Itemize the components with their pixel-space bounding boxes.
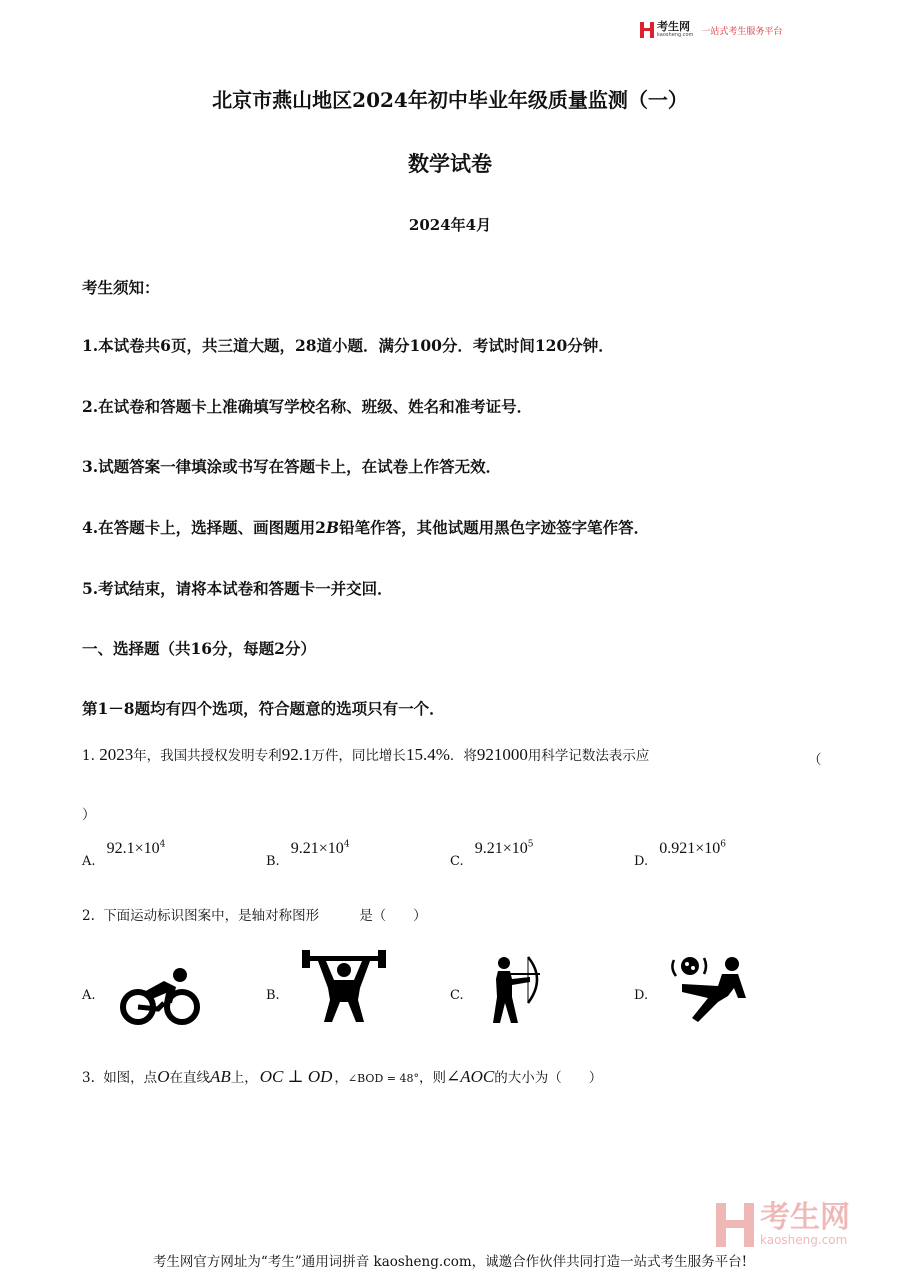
page-footer: 考生网官方网址为“考生”通用词拼音 kaosheng.com，诚邀合作伙伴共同打造一站式考生服务平台!: [152, 1254, 748, 1270]
watermark-sub: kaosheng.com: [760, 1233, 848, 1247]
cycling-icon: [118, 965, 202, 1031]
header-logo: [640, 20, 782, 40]
q1-option-c: $_{C.}$ $9.21\times 10^5$: [450, 839, 534, 869]
weightlifting-icon: [302, 948, 386, 1028]
question-3: 3. 如图，点O在直线AB上， OC ⊥ OD ，∠BOD = 48°，则∠AOC的大小为（ ）: [82, 1067, 603, 1086]
watermark: [716, 1200, 850, 1247]
q1-option-a: $_{A.}$ $92.1\times 10^4$: [82, 839, 166, 869]
question-number: 3.: [82, 1070, 95, 1086]
archery-icon: [484, 955, 548, 1029]
question-2: 2. 下面运动标识图案中，是轴对称图形 是（ ）: [82, 908, 427, 924]
exam-date: 2024年4月: [408, 216, 492, 234]
kaosheng-logo-icon: [640, 22, 654, 38]
q1-option-b: $_{B.}$ $9.21\times 10^4$: [266, 839, 350, 869]
q2-option-c-label: C.: [450, 988, 464, 1003]
q1-option-d: $_{D.}$ $0.921\times 10^6$: [634, 839, 726, 869]
question-number: 2.: [82, 908, 95, 924]
logo-slogan: 一站式考生服务平台: [701, 26, 783, 37]
question-number: 1.: [82, 748, 95, 764]
notice-item-2: 2.在试卷和答题卡上准确填写学校名称、班级、姓名和准考证号．: [82, 397, 533, 416]
exam-title: 北京市燕山地区2024年初中毕业年级质量监测（一）: [212, 88, 688, 112]
notice-heading: 考生须知：: [82, 278, 160, 297]
notice-item-3: 3.试题答案一律填涂或书写在答题卡上，在试卷上作答无效．: [82, 457, 502, 476]
logo-main-text: 考生网: [657, 20, 690, 33]
notice-item-5: 5.考试结束，请将本试卷和答题卡一并交回．: [82, 579, 393, 598]
q2-option-a-label: A.: [82, 988, 96, 1003]
kicking-icon: [668, 952, 748, 1028]
q2-option-d-label: D.: [634, 988, 649, 1003]
watermark-text: 考生网: [760, 1200, 850, 1235]
section-instruction: 第1－8题均有四个选项，符合题意的选项只有一个．: [82, 699, 445, 718]
q1-paren-close: ）: [82, 807, 96, 823]
notice-item-1: 1.本试卷共6页，共三道大题，28道小题．满分100分．考试时间120分钟．: [82, 336, 614, 355]
notice-item-4: 4.在答题卡上，选择题、画图题用2B铅笔作答，其他试题用黑色字迹签字笔作答．: [82, 518, 650, 537]
q2-option-b-label: B.: [266, 988, 280, 1003]
section-heading: 一、选择题（共16分，每题2分）: [82, 639, 316, 658]
exam-subject: 数学试卷: [408, 151, 492, 176]
logo-sub-text: kaosheng.com: [657, 32, 694, 38]
question-1: 1. 2023年，我国共授权发明专利92.1万件，同比增长15.4%．将921000用科学记数法表示应: [82, 745, 650, 764]
watermark-logo-icon: [716, 1203, 756, 1247]
q1-paren-open: （: [808, 752, 822, 768]
